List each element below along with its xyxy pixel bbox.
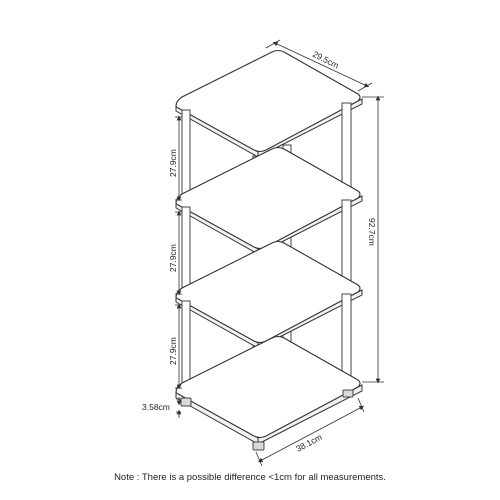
total-height-label: 92.7cm	[367, 218, 377, 246]
shelf-third-level	[176, 242, 362, 349]
shelf-gap-top-label: 27.9cm	[168, 149, 178, 177]
depth-label: 29.5cm	[311, 48, 341, 71]
width-label: 38.1cm	[294, 431, 324, 454]
shelf-gap-middle-label: 27.9cm	[168, 244, 178, 272]
shelf-unit	[176, 48, 362, 451]
measurement-note: Note : There is a possible difference <1cm for all measurements.	[114, 472, 386, 483]
shelf-gap-dimensions	[168, 117, 182, 388]
shelf-gap-bottom-label: 27.9cm	[168, 337, 178, 365]
foot-height-dimension	[142, 397, 181, 418]
total-height-dimension	[362, 97, 384, 382]
foot-height-label: 3.58cm	[142, 402, 170, 412]
shelf-second-level	[176, 148, 362, 255]
shelf-bottom-level	[176, 337, 362, 445]
